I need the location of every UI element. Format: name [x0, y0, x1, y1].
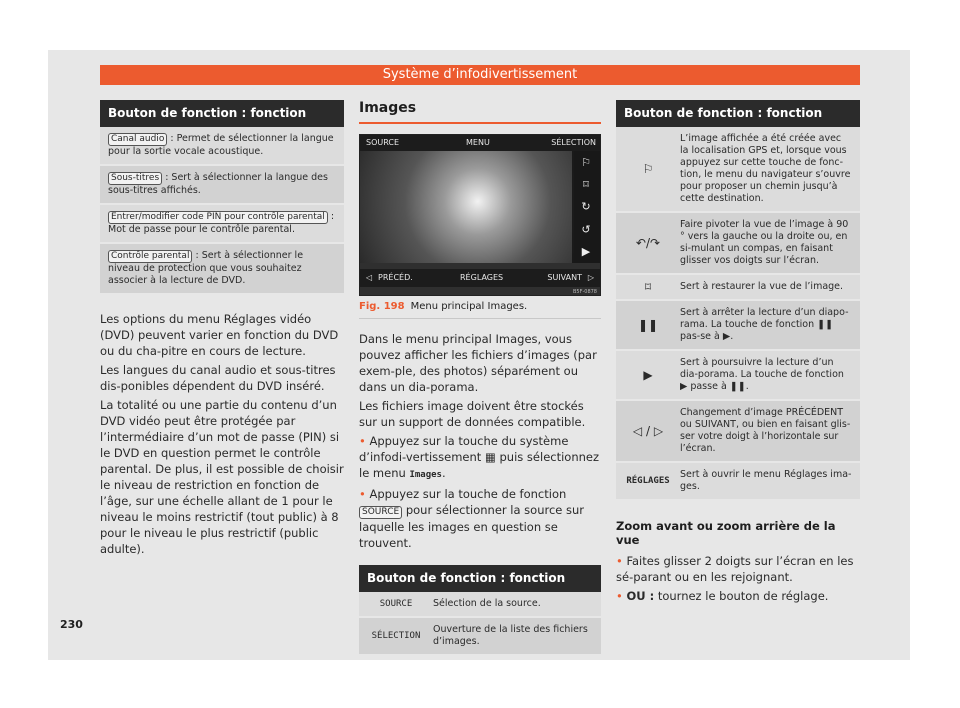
table-row: [359, 592, 601, 618]
function-key: Sous-titres: [108, 172, 162, 185]
or-label: OU :: [626, 589, 655, 603]
table-title: Bouton de fonction : fonction: [100, 100, 344, 127]
photo-preview: [360, 151, 574, 263]
bullet-item: [616, 588, 860, 604]
selection-tab: SÉLECTION: [551, 138, 596, 147]
source-tab: SOURCE: [366, 138, 400, 147]
figure-side-buttons: [572, 151, 600, 263]
table-row: [616, 401, 860, 463]
table-row: [359, 618, 601, 656]
rotate-icon: ↻: [581, 200, 591, 214]
prev-next-icon: ◁ / ▷: [632, 424, 664, 438]
table-row: [100, 244, 344, 295]
bullet-text: puis sélectionnez le menu: [359, 450, 600, 480]
function-key: Contrôle parental: [108, 250, 192, 263]
zoom-title: Zoom avant ou zoom arrière de la vue: [616, 519, 836, 547]
function-key: Entrer/modifier code PIN pour contrôle parental: [108, 211, 328, 224]
flag-icon: ⚐: [581, 155, 591, 169]
table-row: [616, 463, 860, 501]
paragraph: Les langues du canal audio et sous-titres dis-ponibles dépendent du DVD inséré.: [100, 363, 336, 393]
play-icon: ▶: [643, 368, 653, 382]
table-title: Bouton de fonction : fonction: [359, 565, 601, 592]
table-row: [100, 127, 344, 166]
row-text: : Mot de passe pour le contrôle parental.: [108, 211, 335, 235]
prev-icon: ◁: [366, 273, 373, 282]
row-text: Sert à restaurer la vue de l’image.: [680, 281, 844, 292]
row-text: Sert à ouvrir le menu Réglages ima-ges.: [680, 469, 852, 492]
figure-caption: [359, 301, 601, 319]
table-title: Bouton de fonction : fonction: [616, 100, 860, 127]
row-text: Ouverture de la liste des fichiers d’images.: [433, 624, 588, 647]
row-text: L’image affichée a été créée avec la localisation GPS et, lorsque vous appuyez sur cette touche de fonc-tion, le menu du navigateur s’ouvre pour proposer un chemin jusqu’à cette destination.: [680, 133, 851, 204]
body-text: [359, 331, 601, 551]
function-key: Canal audio: [108, 133, 167, 146]
bullet-item: [359, 486, 601, 551]
table-row: [616, 351, 860, 401]
caption-text: Menu principal Images.: [410, 301, 528, 312]
row-text: : Sert à sélectionner le niveau de protection que vous souhaitez associer à la lecture de DVD.: [108, 250, 304, 286]
function-key: SÉLECTION: [371, 631, 421, 641]
table-row: [100, 205, 344, 244]
chapter-header: Système d’infodivertissement: [100, 65, 860, 85]
row-text: Changement d’image PRÉCÉDENT ou SUIVANT, ou bien en faisant glis-ser votre doigt à l’horizontale sur l’écran.: [680, 407, 851, 454]
row-text: : Permet de sélectionner la langue pour la sortie vocale acoustique.: [108, 133, 334, 157]
table-row: [616, 301, 860, 351]
body-text: [616, 553, 860, 604]
images-screen-figure: [359, 134, 601, 296]
figure-bottom-bar: [360, 269, 600, 287]
bullet-text: tournez le bouton de réglage.: [657, 589, 829, 603]
page-number: 230: [60, 618, 83, 631]
previous-label: PRÉCÉD.: [378, 273, 413, 282]
paragraph: Dans le menu principal Images, vous pouvez afficher les fichiers d’images (par exem-ple, des photos) séparément ou dans un dia-porama.: [359, 332, 597, 394]
column-left: [100, 100, 344, 560]
body-text: [100, 311, 344, 557]
row-text: Sert à poursuivre la lecture d’un dia-porama. La touche de fonction ▶ passe à ❚❚.: [680, 357, 844, 392]
dvd-settings-table: [100, 127, 344, 295]
section-title: Images: [359, 100, 601, 124]
settings-label: RÉGLAGES: [460, 273, 504, 282]
restore-view-icon: ⌑: [644, 280, 652, 294]
bullet-text: Appuyez sur la touche du système d’infodi-vertissement: [359, 434, 569, 464]
bullet-text: Faites glisser 2 doigts sur l’écran en les sé-parant ou en les rejoignant.: [616, 554, 854, 584]
paragraph: Les fichiers image doivent être stockés sur un support de données compatible.: [359, 399, 586, 429]
restore-view-icon: ⌑: [583, 178, 589, 192]
play-icon: ▶: [581, 245, 591, 259]
row-text: : Sert à sélectionner la langue des sous-titres affichés.: [108, 172, 328, 196]
pause-icon: ❚❚: [637, 318, 659, 332]
table-row: [616, 275, 860, 301]
next-label: SUIVANT: [547, 273, 582, 282]
table-row: [100, 166, 344, 205]
bullet-text: pour sélectionner la source sur laquelle les images en question se trouvent.: [359, 503, 585, 550]
rotate-icon: ↶/↷: [635, 236, 661, 250]
table-row: [616, 213, 860, 275]
paragraph: Les options du menu Réglages vidéo (DVD) peuvent varier en fonction du DVD ou du cha-pitre en cours de lecture.: [100, 312, 339, 358]
menu-name: Images: [409, 470, 442, 480]
rotate-left-icon: ↺: [581, 222, 591, 236]
figure-number: Fig. 198: [359, 301, 405, 312]
row-text: Sert à arrêter la lecture d’un diapo-rama. La touche de fonction ❚❚ pas-se à ▶.: [680, 307, 849, 342]
flag-icon: ⚐: [642, 162, 654, 176]
bullet-icon: •: [359, 487, 370, 501]
next-icon: ▷: [587, 273, 594, 282]
column-right: [616, 100, 860, 607]
row-text: Sélection de la source.: [433, 598, 541, 609]
bullet-icon: •: [616, 554, 627, 568]
settings-key: RÉGLAGES: [626, 476, 670, 486]
column-middle: [359, 100, 601, 656]
bullet-icon: •: [359, 434, 370, 448]
bullet-item: [616, 553, 860, 585]
table-row: [616, 127, 860, 213]
bullet-text: Appuyez sur la touche de fonction: [369, 487, 567, 501]
source-key: SOURCE: [359, 506, 402, 519]
images-table: [359, 592, 601, 656]
figure-code: B5F-0878: [572, 289, 597, 295]
figure-top-bar: [360, 135, 600, 151]
menu-grid-icon: ▦: [484, 450, 496, 464]
menu-tab: MENU: [466, 138, 490, 147]
function-key: SOURCE: [379, 599, 413, 609]
image-functions-table: [616, 127, 860, 501]
bullet-icon: •: [616, 589, 627, 603]
bullet-item: • Appuyez sur la touche du système d’infodi-vertissement ▦ puis sélectionnez le menu Images.: [359, 434, 600, 480]
paragraph: La totalité ou une partie du contenu d’un DVD vidéo peut être protégée par l’intermédiaire d’un mot de passe (PIN) si le DVD en question permet le contrôle parental. De plus, il est possible de choisir le niveau de restriction en fonction de l’âge, sur une échelle allant de 1 pour le niveau le moins restrictif (tout public) à 8 pour le niveau le plus restrictif (public adulte).: [100, 398, 344, 556]
row-text: Faire pivoter la vue de l’image à 90 ° vers la gauche ou la droite ou, en si-mulant un compas, en faisant glisser vos doigts sur l’écran.: [680, 219, 849, 266]
